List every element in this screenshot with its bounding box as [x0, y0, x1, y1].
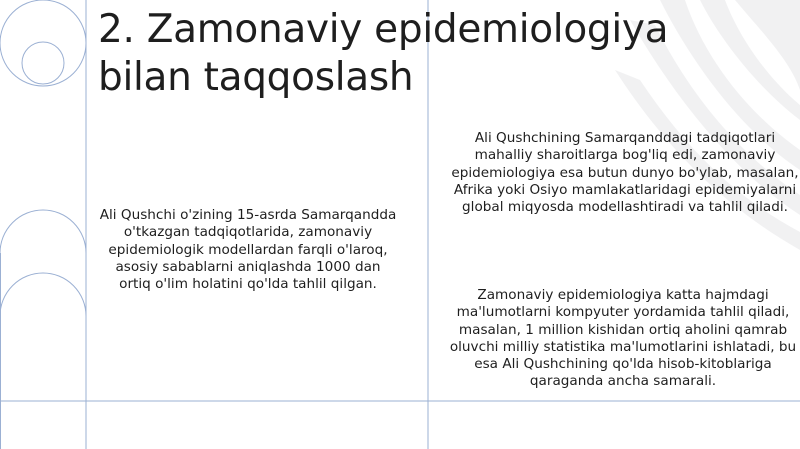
arch-lower [0, 273, 86, 316]
paragraph-right-top: Ali Qushchining Samarqanddagi tadqiqotlari mahalliy sharoitlarga bog'liq edi, zamonaviy epidemiologiya esa butun dunyo bo'ylab, masalan, Afrika yoki Osiyo mamlakatlaridagi epidemiyalarni global miqyosda modellashtiradi va tahlil qiladi. [451, 130, 799, 216]
circle-inner-top [22, 42, 64, 84]
paragraph-left: Ali Qushchi o'zining 15-asrda Samarqandda o'tkazgan tadqiqotlarida, zamonaviy epidemiologik modellardan farqli o'laroq, asosiy sabablarni aniqlashda 1000 dan ortiq o'lim holatini qo'lda tahlil qilgan. [99, 207, 397, 293]
paragraph-right-bottom: Zamonaviy epidemiologiya katta hajmdagi ma'lumotlarni kompyuter yordamida tahlil qiladi, masalan, 1 million kishidan ortiq aholini qamrab oluvchi milliy statistika ma'lumotlarini ishlatadi, bu esa Ali Qushchining qo'lda hisob-kitoblariga qaraganda ancha samarali. [449, 287, 797, 390]
circle-outer-top [0, 0, 86, 86]
arch-upper [0, 210, 86, 253]
slide-title: 2. Zamonaviy epidemiologiya bilan taqqoslash [98, 7, 669, 100]
